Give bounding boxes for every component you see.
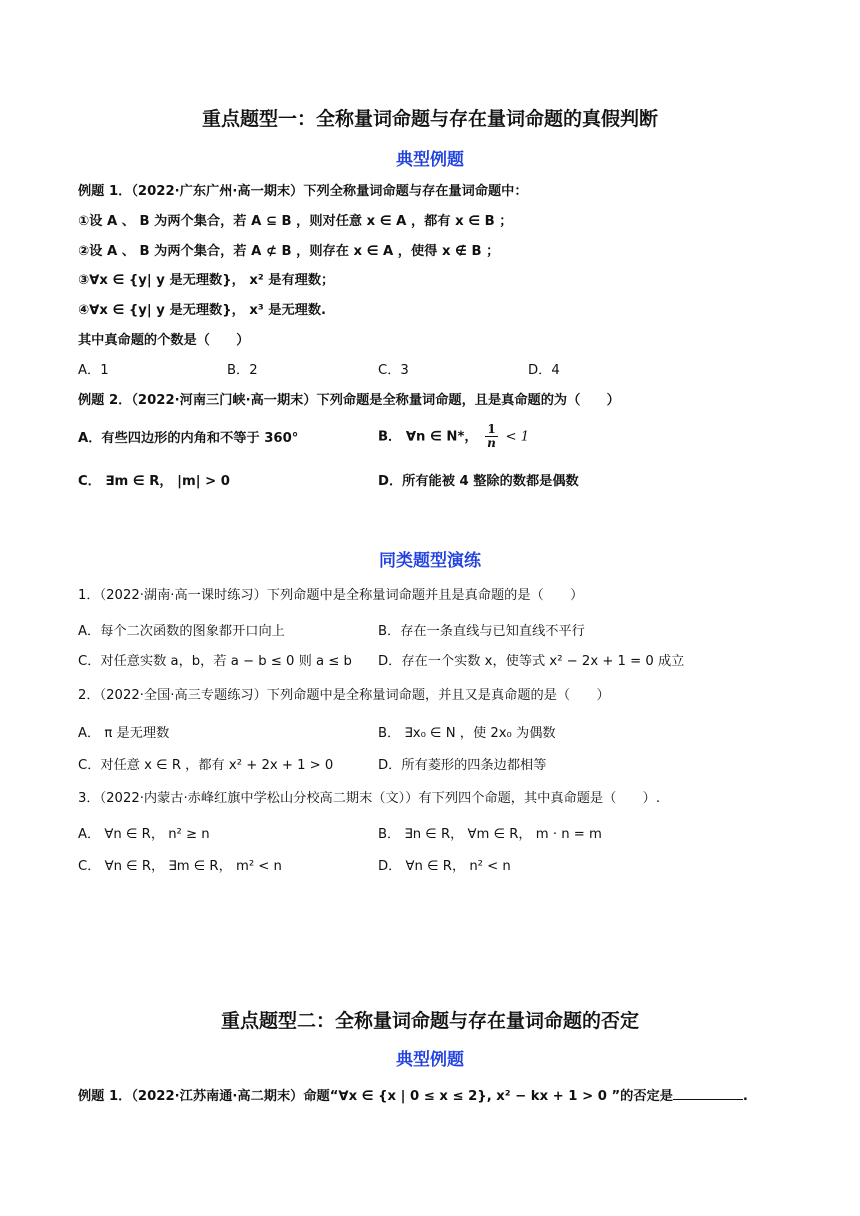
answer-blank [673, 1085, 743, 1100]
practice1-stem: 1．（2022·湖南·高一课时练习）下列命题中是全称量词命题并且是真命题的是（ ） [78, 588, 584, 603]
example2-stem: 例题 2．（2022·河南三门峡·高一期末）下列命题是全称量词命题，且是真命题的为（ ） [78, 393, 620, 408]
example1-option-b: B．2 [227, 363, 258, 378]
example1-question: 其中真命题的个数是（ ） [78, 333, 250, 348]
section2-example1-stem: 例题 1．（2022·江苏南通·高二期末）命题“∀x ∈ {x | 0 ≤ x ≤ 2}, x² − kx + 1 > 0 ”的否定是 [78, 1089, 673, 1104]
example1-item1: ①设 A 、 B 为两个集合，若 A ⊆ B ，则对任意 x ∈ A ，都有 x ∈ B ； [78, 214, 513, 229]
section1-title: 重点题型一：全称量词命题与存在量词命题的真假判断 [201, 108, 658, 130]
section1-typical-heading: 典型例题 [396, 150, 464, 170]
practice3-stem: 3．（2022·内蒙古·赤峰红旗中学松山分校高二期末（文））有下列四个命题，其中真命题是（ ）. [78, 791, 661, 806]
example1-option-c: C．3 [378, 363, 409, 378]
practice1-option-a: A．每个二次函数的图象都开口向上 [78, 624, 285, 639]
practice2-option-c: C．对任意 x ∈ R ，都有 x² + 2x + 1 > 0 [78, 758, 334, 773]
fraction [485, 423, 498, 450]
section2-title: 重点题型二：全称量词命题与存在量词命题的否定 [220, 1010, 639, 1032]
practice2-option-d: D．所有菱形的四条边都相等 [378, 758, 547, 773]
section2-example1-end: . [742, 1089, 748, 1104]
example2-option-c: C． ∃m ∈ R， |m| > 0 [78, 474, 230, 489]
example1-item3: ③∀x ∈ {y| y 是无理数}， x² 是有理数； [78, 273, 335, 288]
example2-option-b-prefix: B． ∀n ∈ N*， [378, 429, 478, 445]
example1-option-d: D．4 [528, 363, 560, 378]
practice1-option-b: B．存在一条直线与已知直线不平行 [378, 624, 585, 639]
section2-typical-heading: 典型例题 [396, 1050, 464, 1070]
fraction-numerator: 1 [485, 423, 498, 437]
practice2-option-a: A． π 是无理数 [78, 726, 170, 741]
example1-item2: ②设 A 、 B 为两个集合，若 A ⊄ B ，则存在 x ∈ A ，使得 x ∉ B ； [78, 244, 500, 259]
example2-option-b-suffix: < 1 [505, 429, 530, 445]
practice2-option-b: B． ∃x₀ ∈ N ，使 2x₀ 为偶数 [378, 726, 556, 741]
practice3-option-b: B． ∃n ∈ R， ∀m ∈ R， m · n = m [378, 827, 602, 842]
practice3-option-a: A． ∀n ∈ R， n² ≥ n [78, 827, 210, 842]
example1-option-a: A．1 [78, 363, 109, 378]
example2-option-b [378, 423, 529, 450]
practice-heading: 同类题型演练 [379, 551, 481, 571]
example2-option-a: A．有些四边形的内角和不等于 360° [78, 431, 299, 446]
practice2-stem: 2．（2022·全国·高三专题练习）下列命题中是全称量词命题，并且又是真命题的是（ ） [78, 688, 610, 703]
section2-example1 [78, 1085, 748, 1106]
example2-option-d: D．所有能被 4 整除的数都是偶数 [378, 474, 579, 489]
practice3-option-c: C． ∀n ∈ R， ∃m ∈ R， m² < n [78, 859, 282, 874]
example1-item4: ④∀x ∈ {y| y 是无理数}， x³ 是无理数. [78, 303, 327, 318]
fraction-denominator: n [487, 436, 496, 450]
practice1-option-d: D．存在一个实数 x，使等式 x² − 2x + 1 = 0 成立 [378, 654, 685, 669]
practice3-option-d: D． ∀n ∈ R， n² < n [378, 859, 511, 874]
example1-stem: 例题 1．（2022·广东广州·高一期末）下列全称量词命题与存在量词命题中： [78, 184, 528, 199]
practice1-option-c: C．对任意实数 a，b，若 a − b ≤ 0 则 a ≤ b [78, 654, 352, 669]
